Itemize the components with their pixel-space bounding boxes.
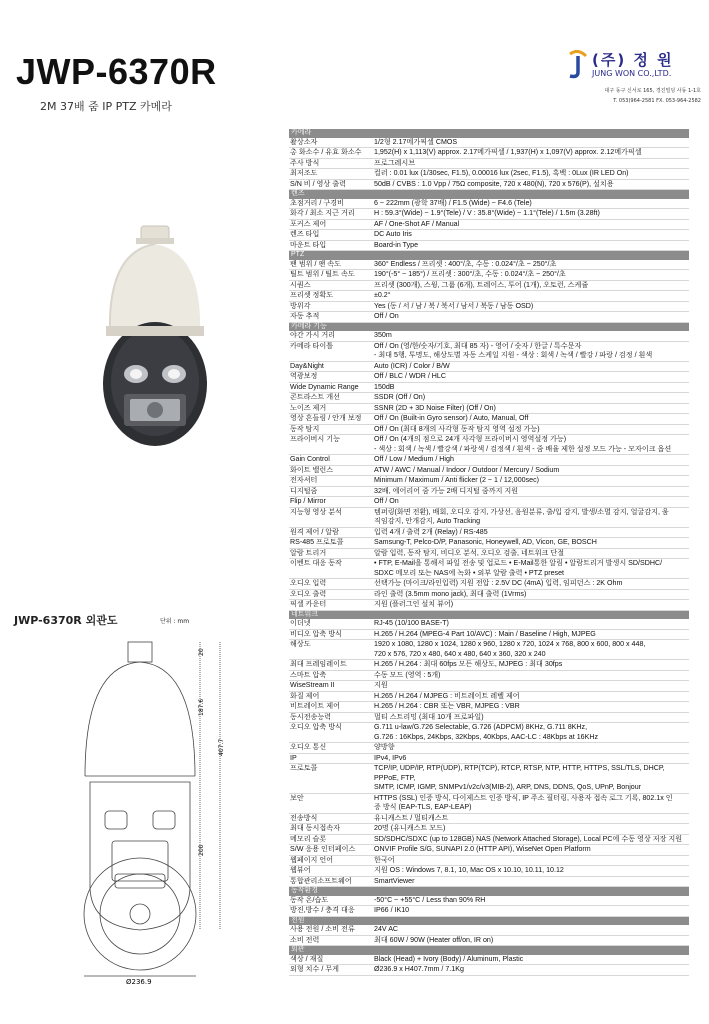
spec-row bbox=[289, 670, 689, 681]
spec-value: Off / On (Built-in Gyro sensor) / Auto, Manual, Off bbox=[373, 414, 689, 425]
spec-key: 역광보정 bbox=[289, 372, 373, 383]
spec-key: 오디오 압축 방식 bbox=[289, 723, 373, 743]
spec-value: 350m bbox=[373, 331, 689, 341]
spec-row bbox=[289, 660, 689, 671]
spec-row bbox=[289, 169, 689, 180]
spec-row bbox=[289, 209, 689, 220]
spec-row bbox=[289, 393, 689, 404]
company-address: 대구 동구 신서로 165, 경진빌딩 사동 1-1호 bbox=[604, 88, 701, 94]
spec-row bbox=[289, 723, 689, 743]
spec-key: S/W 응용 인터페이스 bbox=[289, 845, 373, 856]
spec-row bbox=[289, 906, 689, 917]
spec-key: 노이즈 제거 bbox=[289, 403, 373, 414]
spec-value: SSDR (Off / On) bbox=[373, 393, 689, 404]
spec-key: 웹페이지 언어 bbox=[289, 855, 373, 866]
spec-section-header bbox=[289, 251, 689, 260]
spec-key: 주사 방식 bbox=[289, 158, 373, 169]
spec-value: 6 ~ 222mm (광학 37배) / F1.5 (Wide) ~ F4.6 (Tele) bbox=[373, 199, 689, 209]
spec-row bbox=[289, 743, 689, 754]
spec-key: 이벤트 대응 동작 bbox=[289, 559, 373, 579]
spec-row bbox=[289, 855, 689, 866]
spec-value: 50dB / CVBS : 1.0 Vpp / 75Ω composite, 720 x 480(N), 720 x 576(P), 설치용 bbox=[373, 179, 689, 190]
spec-value: 프로그레시브 bbox=[373, 158, 689, 169]
spec-row bbox=[289, 845, 689, 856]
spec-key: 카메라 타이틀 bbox=[289, 341, 373, 361]
spec-row bbox=[289, 712, 689, 723]
spec-value: Off / On bbox=[373, 312, 689, 323]
spec-key: 동시전송능력 bbox=[289, 712, 373, 723]
spec-row bbox=[289, 538, 689, 549]
spec-key: Gain Control bbox=[289, 455, 373, 466]
spec-value: H.265 / H.264 : CBR 또는 VBR, MJPEG : VBR bbox=[373, 702, 689, 713]
spec-key: 최저조도 bbox=[289, 169, 373, 180]
spec-row bbox=[289, 527, 689, 538]
spec-value: AF / One-Shot AF / Manual bbox=[373, 219, 689, 230]
spec-value: H.265 / H.264 / MJPEG : 비트레이트 레벨 제어 bbox=[373, 691, 689, 702]
spec-row bbox=[289, 280, 689, 291]
spec-value: 20명 (유니캐스트 모드) bbox=[373, 824, 689, 835]
spec-value: 양방향 bbox=[373, 743, 689, 754]
spec-value: 알람 입력, 동작 탐지, 비디오 분석, 오디오 검출, 네트워크 단절 bbox=[373, 548, 689, 559]
spec-row bbox=[289, 230, 689, 241]
spec-value: 1920 x 1080, 1280 x 1024, 1280 x 960, 1280 x 720, 1024 x 768, 800 x 600, 800 x 448, 720 x 576, 720 x 480, 640 x 480, 640 x 360, 320 x 240 bbox=[373, 640, 689, 660]
spec-row bbox=[289, 331, 689, 341]
spec-table bbox=[289, 129, 689, 976]
dimension-drawing-bottom bbox=[60, 856, 220, 986]
spec-row bbox=[289, 965, 689, 976]
spec-key: 시퀀스 bbox=[289, 280, 373, 291]
spec-key: 알람 트리거 bbox=[289, 548, 373, 559]
company-name-en: JUNG WON CO.,LTD. bbox=[592, 69, 672, 78]
spec-value: 지원 OS : Windows 7, 8.1, 10, Mac OS x 10.10, 10.11, 10.12 bbox=[373, 866, 689, 877]
spec-value: SmartViewer bbox=[373, 876, 689, 887]
spec-key: Day&Night bbox=[289, 361, 373, 372]
spec-value: HTTPS (SSL) 인증 방식, 다이제스트 인증 방식, IP 주소 필터링, 사용자 접속 로그 기록, 802.1x 인 증 방식 (EAP-TLS, EAP-LEAP) bbox=[373, 793, 689, 813]
spec-value: 프리셋 (300개), 스윙, 그룹 (6개), 트레이스, 투어 (1개), 오토런, 스케쥴 bbox=[373, 280, 689, 291]
spec-row bbox=[289, 435, 689, 455]
spec-key: 자동 추적 bbox=[289, 312, 373, 323]
spec-key: 초점거리 / 구경비 bbox=[289, 199, 373, 209]
spec-row bbox=[289, 497, 689, 508]
spec-value: Off / BLC / WDR / HLC bbox=[373, 372, 689, 383]
spec-key: 메모리 슬롯 bbox=[289, 834, 373, 845]
spec-row bbox=[289, 361, 689, 372]
spec-key: 색상 / 재질 bbox=[289, 955, 373, 965]
spec-value: Off / On (영/한/숫자/기호, 최대 85 자) - 영어 / 숫자 / 한글 / 특수문자 - 최대 5행, 투명도, 해상도별 자동 스케일 지원 - 색상 : 회색 / 녹색 / 빨강 / 파랑 / 검정 / 흰색 bbox=[373, 341, 689, 361]
spec-key: 포커스 제어 bbox=[289, 219, 373, 230]
spec-row bbox=[289, 372, 689, 383]
spec-value: Off / Low / Medium / High bbox=[373, 455, 689, 466]
spec-row bbox=[289, 179, 689, 190]
spec-key: 방위각 bbox=[289, 301, 373, 312]
spec-row bbox=[289, 291, 689, 302]
spec-key: 방진,방수 / 충격 대응 bbox=[289, 906, 373, 917]
spec-section-header bbox=[289, 887, 689, 896]
spec-key: 웹뷰어 bbox=[289, 866, 373, 877]
spec-value: 최대 60W / 90W (Heater off/on, IR on) bbox=[373, 935, 689, 946]
spec-key: 전자셔터 bbox=[289, 476, 373, 487]
spec-key: 마운트 타입 bbox=[289, 240, 373, 251]
spec-value: 한국어 bbox=[373, 855, 689, 866]
spec-key: 원격 제어 / 알람 bbox=[289, 527, 373, 538]
spec-value: IPv4, IPv6 bbox=[373, 753, 689, 764]
spec-key: 사용 전원 / 소비 전류 bbox=[289, 925, 373, 935]
spec-row bbox=[289, 465, 689, 476]
spec-row bbox=[289, 866, 689, 877]
spec-key: 외형 치수 / 무게 bbox=[289, 965, 373, 976]
spec-value: 라인 출력 (3.5mm mono jack), 최대 출력 (1Vrms) bbox=[373, 589, 689, 600]
spec-key: 프리셋 정확도 bbox=[289, 291, 373, 302]
spec-value: ONVIF Profile S/G, SUNAPI 2.0 (HTTP API), WiseNet Open Platform bbox=[373, 845, 689, 856]
spec-row bbox=[289, 702, 689, 713]
spec-value: RJ-45 (10/100 BASE-T) bbox=[373, 619, 689, 629]
spec-row bbox=[289, 301, 689, 312]
spec-key: 오디오 출력 bbox=[289, 589, 373, 600]
spec-row bbox=[289, 158, 689, 169]
spec-key: 통합관리소프트웨어 bbox=[289, 876, 373, 887]
spec-key: RS-485 프로토콜 bbox=[289, 538, 373, 549]
spec-section-label: 카메라 기능 bbox=[289, 322, 689, 331]
spec-row bbox=[289, 876, 689, 887]
spec-value: SD/SDHC/SDXC (up to 128GB) NAS (Network Attached Storage), Local PC에 수동 영상 저장 지원 bbox=[373, 834, 689, 845]
dim-label-407: 407.7 bbox=[218, 738, 225, 756]
spec-row bbox=[289, 199, 689, 209]
spec-row bbox=[289, 138, 689, 148]
company-logo bbox=[566, 47, 701, 117]
spec-value: Ø236.9 x H407.7mm / 7.1Kg bbox=[373, 965, 689, 976]
dim-label-20: 20 bbox=[198, 648, 205, 656]
spec-row bbox=[289, 935, 689, 946]
spec-key: 동작 탐지 bbox=[289, 424, 373, 435]
spec-row bbox=[289, 559, 689, 579]
spec-value: 360° Endless / 프리셋 : 400°/초, 수동 : 0.024°/초 ~ 250°/초 bbox=[373, 260, 689, 270]
spec-row bbox=[289, 579, 689, 590]
spec-value: Off / On bbox=[373, 497, 689, 508]
spec-row bbox=[289, 896, 689, 906]
spec-value: SSNR (2D + 3D Noise Filter) (Off / On) bbox=[373, 403, 689, 414]
spec-key: 디지털줌 bbox=[289, 486, 373, 497]
spec-value: Off / On (최대 8개의 사각형 동작 탐지 영역 설정 가능) bbox=[373, 424, 689, 435]
product-model: JWP-6370R bbox=[16, 51, 217, 92]
spec-row bbox=[289, 414, 689, 425]
spec-value: 수동 모드 (영역 : 5개) bbox=[373, 670, 689, 681]
spec-value: G.711 u-law/G.726 Selectable, G.726 (ADPCM) 8KHz, G.711 8KHz, G.726 : 16Kbps, 24Kbps, 32Kbps, 40Kbps, AAC-LC : 48Kbps at 16KHz bbox=[373, 723, 689, 743]
spec-section-header bbox=[289, 129, 689, 138]
spec-row bbox=[289, 476, 689, 487]
spec-key: 전송방식 bbox=[289, 813, 373, 824]
spec-row bbox=[289, 834, 689, 845]
spec-key: 팬 범위 / 팬 속도 bbox=[289, 260, 373, 270]
spec-row bbox=[289, 341, 689, 361]
spec-key: 오디오 통신 bbox=[289, 743, 373, 754]
spec-key: 해상도 bbox=[289, 640, 373, 660]
spec-row bbox=[289, 270, 689, 281]
spec-row bbox=[289, 382, 689, 393]
spec-key: 최대 동시접속자 bbox=[289, 824, 373, 835]
spec-key: WiseStream II bbox=[289, 681, 373, 692]
spec-value: Yes (동 / 서 / 남 / 북 / 북서 / 남서 / 북동 / 남동 OSD) bbox=[373, 301, 689, 312]
spec-section-label: 동작환경 bbox=[289, 887, 689, 896]
dim-label-187: 187.6 bbox=[198, 698, 205, 716]
spec-value: Board-in Type bbox=[373, 240, 689, 251]
spec-row bbox=[289, 824, 689, 835]
spec-row bbox=[289, 813, 689, 824]
spec-row bbox=[289, 507, 689, 527]
spec-value: Black (Head) + Ivory (Body) / Aluminum, Plastic bbox=[373, 955, 689, 965]
spec-section-label: 전원 bbox=[289, 916, 689, 925]
dimension-unit: 단위 : mm bbox=[160, 618, 190, 625]
spec-value: 32배, 에어리어 줌 가능 2배 디지털 줌까지 지원 bbox=[373, 486, 689, 497]
spec-row bbox=[289, 219, 689, 230]
company-name-kr: (주) 정 원 bbox=[592, 51, 674, 69]
spec-row bbox=[289, 619, 689, 629]
spec-section-header bbox=[289, 322, 689, 331]
spec-row bbox=[289, 640, 689, 660]
spec-value: 150dB bbox=[373, 382, 689, 393]
spec-row bbox=[289, 312, 689, 323]
spec-row bbox=[289, 955, 689, 965]
dimension-title: JWP-6370R 외관도 bbox=[14, 614, 118, 627]
spec-key: IP bbox=[289, 753, 373, 764]
spec-key: 픽셀 카운터 bbox=[289, 600, 373, 611]
spec-value: ATW / AWC / Manual / Indoor / Outdoor / Mercury / Sodium bbox=[373, 465, 689, 476]
spec-key: 이더넷 bbox=[289, 619, 373, 629]
spec-row bbox=[289, 260, 689, 270]
spec-row bbox=[289, 753, 689, 764]
spec-key: Wide Dynamic Range bbox=[289, 382, 373, 393]
spec-key: 영상 흔들림 / 안개 보정 bbox=[289, 414, 373, 425]
spec-value: H.265 / H.264 (MPEG-4 Part 10/AVC) : Main / Baseline / High, MJPEG bbox=[373, 629, 689, 640]
spec-row bbox=[289, 589, 689, 600]
spec-value: 선택가능 (마이크/라인입력) 지원 전압 : 2.5V DC (4mA) 입력, 임피던스 : 2K Ohm bbox=[373, 579, 689, 590]
spec-value: 1,952(H) x 1,113(V) approx. 2.17메가픽셀 / 1,937(H) x 1,097(V) approx. 2.12메가픽셀 bbox=[373, 148, 689, 159]
spec-key: S/N 비 / 영상 출력 bbox=[289, 179, 373, 190]
spec-row bbox=[289, 424, 689, 435]
spec-key: 화각 / 최소 지근 거리 bbox=[289, 209, 373, 220]
spec-key: 콘트라스트 개선 bbox=[289, 393, 373, 404]
spec-value: H : 59.3°(Wide) ~ 1.9°(Tele) / V : 35.8°(Wide) ~ 1.1°(Tele) / 1.5m (3.28ft) bbox=[373, 209, 689, 220]
spec-row bbox=[289, 681, 689, 692]
spec-key: 보안 bbox=[289, 793, 373, 813]
spec-key: 동작 온/습도 bbox=[289, 896, 373, 906]
spec-value: 컬러 : 0.01 lux (1/30sec, F1.5), 0.00016 lux (2sec, F1.5), 흑백 : 0Lux (IR LED On) bbox=[373, 169, 689, 180]
company-phone: T. 053)964-2581 FX. 053-964-2582 bbox=[613, 98, 701, 104]
spec-value: TCP/IP, UDP/IP, RTP(UDP), RTP(TCP), RTCP, RTSP, NTP, HTTP, HTTPS, SSL/TLS, DHCP, PPPoE, FTP, SMTP, ICMP, IGMP, SNMPv1/v2c/v3(MIB-2), ARP, DNS, DDNS, QoS, UPnP, Bonjour bbox=[373, 764, 689, 794]
spec-row bbox=[289, 548, 689, 559]
spec-value: 지원 (플러그인 설치 뷰어) bbox=[373, 600, 689, 611]
spec-value: Minimum / Maximum / Anti flicker (2 ~ 1 / 12,000sec) bbox=[373, 476, 689, 487]
spec-row bbox=[289, 691, 689, 702]
spec-key: 야간 가시 거리 bbox=[289, 331, 373, 341]
spec-row bbox=[289, 600, 689, 611]
product-subtitle: 2M 37배 줌 IP PTZ 카메라 bbox=[40, 100, 172, 113]
spec-key: 프라이버시 기능 bbox=[289, 435, 373, 455]
spec-value: DC Auto Iris bbox=[373, 230, 689, 241]
company-logo-icon bbox=[566, 50, 588, 80]
spec-value: 유니캐스트 / 멀티캐스트 bbox=[373, 813, 689, 824]
spec-key: 프로토콜 bbox=[289, 764, 373, 794]
spec-key: 화이트 밸런스 bbox=[289, 465, 373, 476]
spec-section-label: 네트워크 bbox=[289, 610, 689, 619]
spec-key: 비디오 압축 방식 bbox=[289, 629, 373, 640]
spec-key: 오디오 입력 bbox=[289, 579, 373, 590]
spec-row bbox=[289, 486, 689, 497]
dim-label-diameter: Ø236.9 bbox=[126, 978, 152, 986]
spec-value: 입력 4개 / 출력 2개 (Relay) / RS-485 bbox=[373, 527, 689, 538]
spec-section-header bbox=[289, 916, 689, 925]
spec-section-header bbox=[289, 190, 689, 199]
spec-key: 최대 프레임레이트 bbox=[289, 660, 373, 671]
spec-value: 템퍼링(화면 전환), 배회, 오디오 감지, 가상선, 음원분류, 출/입 감지, 발생/소멸 감지, 얼굴감지, 움 직임감지, 안개감지, Auto Tracking bbox=[373, 507, 689, 527]
spec-section-header bbox=[289, 946, 689, 955]
spec-value: 24V AC bbox=[373, 925, 689, 935]
spec-value: IP66 / IK10 bbox=[373, 906, 689, 917]
spec-key: 지능형 영상 분석 bbox=[289, 507, 373, 527]
spec-value: 190°(-5° ~ 185°) / 프리셋 : 300°/초, 수동 : 0.024°/초 ~ 250°/초 bbox=[373, 270, 689, 281]
spec-row bbox=[289, 764, 689, 794]
spec-section-label: 외관 bbox=[289, 946, 689, 955]
spec-row bbox=[289, 148, 689, 159]
spec-value: Off / On (4개의 점으로 24개 사각형 프라이버시 영역설정 가능) - 색상 : 회색 / 녹색 / 빨강색 / 파랑색 / 검정색 / 흰색 - 줌 배율 제한 설정 모드 가능 - 모자이크 옵션 bbox=[373, 435, 689, 455]
dim-label-200: 200 bbox=[198, 844, 205, 856]
spec-key: Flip / Mirror bbox=[289, 497, 373, 508]
spec-row bbox=[289, 455, 689, 466]
spec-section-label: 카메라 bbox=[289, 129, 689, 138]
camera-product-image bbox=[80, 222, 230, 454]
spec-row bbox=[289, 629, 689, 640]
spec-value: • FTP, E-Mail을 통해서 파일 전송 및 업로드 • E-Mail통한 알림 • 알람트리거 발생시 SD/SDHC/ SDXC 메모리 또는 NAS에 녹화 • 외부 알람 출력 • PTZ preset bbox=[373, 559, 689, 579]
spec-section-label: PTZ bbox=[289, 251, 689, 260]
spec-key: 스마트 압축 bbox=[289, 670, 373, 681]
spec-value: 멀티 스트리밍 (최대 10개 프로파일) bbox=[373, 712, 689, 723]
spec-key: 렌즈 타입 bbox=[289, 230, 373, 241]
spec-key: 소비 전력 bbox=[289, 935, 373, 946]
spec-value: Samsung-T, Pelco-D/P, Panasonic, Honeywell, AD, Vicon, GE, BOSCH bbox=[373, 538, 689, 549]
spec-row bbox=[289, 240, 689, 251]
spec-key: 촬상소자 bbox=[289, 138, 373, 148]
spec-value: 지원 bbox=[373, 681, 689, 692]
spec-value: -50°C ~ +55°C / Less than 90% RH bbox=[373, 896, 689, 906]
spec-key: 비트레이트 제어 bbox=[289, 702, 373, 713]
spec-section-label: 렌즈 bbox=[289, 190, 689, 199]
spec-row bbox=[289, 403, 689, 414]
spec-row bbox=[289, 925, 689, 935]
spec-value: H.265 / H.264 : 최대 60fps 모든 해상도, MJPEG : 최대 30fps bbox=[373, 660, 689, 671]
spec-section-header bbox=[289, 610, 689, 619]
spec-key: 총 화소수 / 유효 화소수 bbox=[289, 148, 373, 159]
spec-value: 1/2형 2.17메가픽셀 CMOS bbox=[373, 138, 689, 148]
spec-key: 화질 제어 bbox=[289, 691, 373, 702]
spec-key: 틸트 범위 / 틸트 속도 bbox=[289, 270, 373, 281]
spec-value: Auto (ICR) / Color / B/W bbox=[373, 361, 689, 372]
spec-value: ±0.2° bbox=[373, 291, 689, 302]
spec-row bbox=[289, 793, 689, 813]
